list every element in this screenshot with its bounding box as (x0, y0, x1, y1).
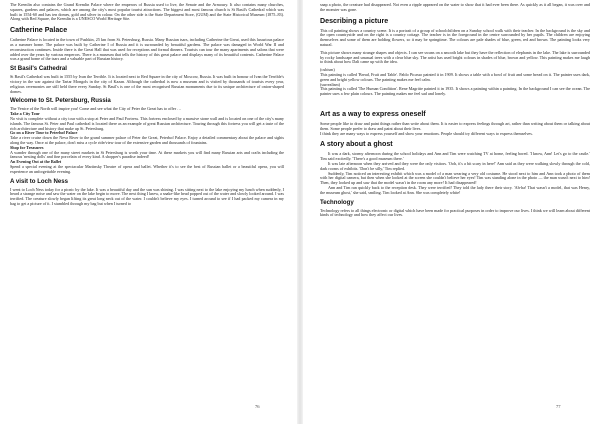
surrealism-label: (surrealism) (320, 81, 341, 87)
art-paragraph-2: I think they are many ways to express yourself and show your emotions. People should try different ways to express themselves. (320, 130, 533, 136)
left-page (0, 0, 294, 424)
ghost-paragraph-1: It was a dark, stormy afternoon during the school holidays and Ann and Tim were watching TV at home, feeling bored. 'I know, Ann! Let's go to the castle.' Tim said excitedly. 'There's a good museum there.' (320, 151, 590, 162)
picture-paragraph-4: This painting is called 'The Human Condition'. Rene Magritte painted it in 1935. It shows a painting within a painting. In the background I can see the ocean. The painter uses a few plain colours. The painting makes me feel sad and lonely. (320, 86, 590, 97)
catherine-palace-paragraph: Catherine Palace is located in the town of Pushkin, 25 km from St. Petersburg, Russia. Many Russian tsars, including Catherine the Great, used this luxurious palace as a summer home. The palace was built by Catherine I of Russia and it is surrounded by beautiful gardens. The palace was damaged in World War II and reconstruction continues. Inside there is the Great Hall that was used for receptions and formal dinners. Tourists can tour the many apartments and salons that were added over the years by various emperors. There is a museum that tells the history of this great palace and displays many of its beautiful contents. Catherine Palace was a grand home of the tsars and a valuable part of Russian history. (10, 37, 284, 62)
ghost-paragraph-3: Suddenly, Tim noticed an interesting exhibit which was a model of a man wearing a very old costume. He stood next to him and Ann took a photo of them with her digital camera, but then when she looked at the screen she couldn't believe her eyes! Tim was standing alone in the photo — the man wasn't next to him! Then, they looked up and saw that the model wasn't in the room any more! It had disappeared! (320, 170, 590, 186)
art-paragraph-1: Some people like to draw and paint things rather than write about them. It is easier to express feelings through art, rather than writing about them or talking about them. Some people prefer to draw and paint about their lives. (320, 120, 590, 131)
loch-ness-continuation: snap a photo, the creature had disappeared. Not even a ripple appeared on the water to show that it had ever been there. As quickly as it all began, it was over and the monster was gone. (320, 2, 590, 12)
book-gutter (297, 0, 303, 424)
loch-ness-heading: A visit to Loch Ness (10, 177, 69, 185)
city-tour-title: Take a City Tour (10, 111, 40, 117)
technology-heading: Technology (320, 198, 354, 206)
picture-paragraph-2: This picture shows many strange shapes and objects. I can see swans on a smooth lake but they have the reflection of elephants in the lake. The lake is surrounded by rocky landscape and unusual trees with a clear blue sky. The artist has used bright colours in shades of blue, brown and yellow. This painting makes me laugh to think about how Dali came up with the idea. (320, 49, 590, 65)
ballet-title: An Evening Out at the Ballet (10, 159, 62, 165)
spacer (320, 100, 590, 106)
ghost-paragraph-2: It was late afternoon when they arrived and they were the only visitors. 'Ooh, it's a bit scary in here!' Ann said as they were walking slowly through the cold, dark rooms of exhibits. 'Don't be silly,' Tim replied. (320, 160, 590, 171)
st-basils-paragraph: St Basil's Cathedral was built in 1555 by Ivan the Terrible. It is located next to Red Square in the city of Moscow, Russia. It was built in honour of Ivan the Terrible's victory in the war against the Tartar Mongols in the city of Kazan. Although the cathedral is now a museum and is visited by thousands of tourists every year, religious ceremonies are still held there every Sunday. St Basil's is one of the most recognised Russian monuments due to its unique architecture of onion-shaped domes. (10, 74, 284, 94)
st-petersburg-intro: The Venice of the North will inspire you! Come and see what the City of Peter the Great has to offer … (10, 106, 182, 112)
shop-text: A wander through one of the many street markets in St Petersburg is worth your time. At these markets you will find many Russian arts and crafts including the famous 'nesting dolls' and fine porcelain of every kind. A shopper's paradise indeed! (10, 149, 284, 160)
shop-title: Shop for Treasures (10, 144, 44, 150)
city-tour-text: No visit is complete without a city tour with a stop at Peter and Paul Fortress. This fortress enclosed by a massive stone wall and is located on one of the city's many islands. The famous St. Peter and Paul cathedral is located there as an example of great Russian architecture. Touring through this fortress you will get a taste of the rich architecture and history that make up St. Petersburg. (10, 115, 284, 131)
cubism-label: (cubism) (320, 67, 335, 73)
picture-paragraph-3: This painting is called 'Bread, Fruit and Table'. Pablo Picasso painted it in 1909. It shows a table with a bowl of fruit and some bread on it. The painter uses dark, green and bright yellow colours. The painting makes me feel calm. (320, 71, 590, 82)
technology-paragraph: Technology refers to all things electronic or digital which have been made for practical purposes in order to improve our lives. I think we will learn about different kinds of technology and how they affect our lives. (320, 207, 590, 218)
ghost-paragraph-4: Ann and Tim ran quickly back to the reception desk. They were terrified! They told the lady there their story. 'Ah-ha! That wasn't a model, that was Henry, the museum ghost,' she said, smiling. Tim looked at Ann. She was completely white! (320, 184, 590, 195)
loch-ness-paragraph: I went to Loch Ness today for a picnic by the lake. It was a beautiful day and the sun was shining. I was sitting next to the lake enjoying my lunch when suddenly, I heard a strange noise and saw the water on the lake begin to move. The next thing I knew, a snake-like head popped out of the water and slowly looked around. I was terrified. The creature slowly began lifting its great long neck out of the water. I couldn't believe my eyes. I turned around to see if I had packed my camera in my bag to get a picture of it. I stumbled through my bag but when I turned to (10, 186, 284, 206)
page-number-left: 76 (255, 404, 260, 409)
river-tour-title: Go on a River Tour to Peterhof Palace (10, 130, 78, 136)
catherine-palace-heading: Catherine Palace (10, 26, 68, 35)
kremlin-paragraph: The Kremlin also contains the Grand Kremlin Palace where the emperors of Russia used to live, the Senate and the Armoury. It also contains many churches, squares, gardens and palaces, which are among the city's most popular tourist attractions. The biggest and most famous church is St Basil's Cathedral which was built in 1554-60 and has ten domes, gold and silver in colour. On the other side is the State Department Store, (GUM) and the State Historical Museum (1875–83). Along with Red Square, the Kremlin is a UNESCO World Heritage Site. (10, 2, 284, 22)
ballet-text: Spend a special evening at the spectacular Mariinsky Theatre of opera and ballet. Whether it's to see the best of Russian ballet or a beautiful opera, you will experience an unforgettable evening. (10, 163, 284, 174)
page-number-right: 77 (556, 404, 561, 409)
picture-paragraph-1: This oil painting shows a country scene. It is a portrait of a group of schoolchildren on a Sunday school walk with their teacher. In the background is the sky and the open countryside and on the right is a country cottage. The teacher is in the foreground in the centre surrounded by her pupils. The children are enjoying themselves and some of them are holding flowers, so it may be springtime. The colours are pale shades of blue, green, red and brown. The painting looks very natural. (320, 27, 590, 47)
art-heading: Art as a way to express oneself (320, 109, 426, 118)
ghost-story-heading: A story about a ghost (320, 140, 393, 149)
right-page (306, 0, 600, 424)
describing-picture-heading: Describing a picture (320, 16, 389, 25)
st-basils-heading: St Basil's Cathedral (10, 65, 67, 73)
st-petersburg-heading: Welcome to St. Petersburg, Russia (10, 97, 111, 105)
river-tour-text: Take a river cruise down the Neva River to the grand summer palace of Peter the Great, Peterhof Palace. Enjoy a detailed commentary about the palace and sights along the way. Once at the palace, don't miss a cycle ride/view tour of the extensive garden and thousands of fountains. (10, 135, 284, 145)
